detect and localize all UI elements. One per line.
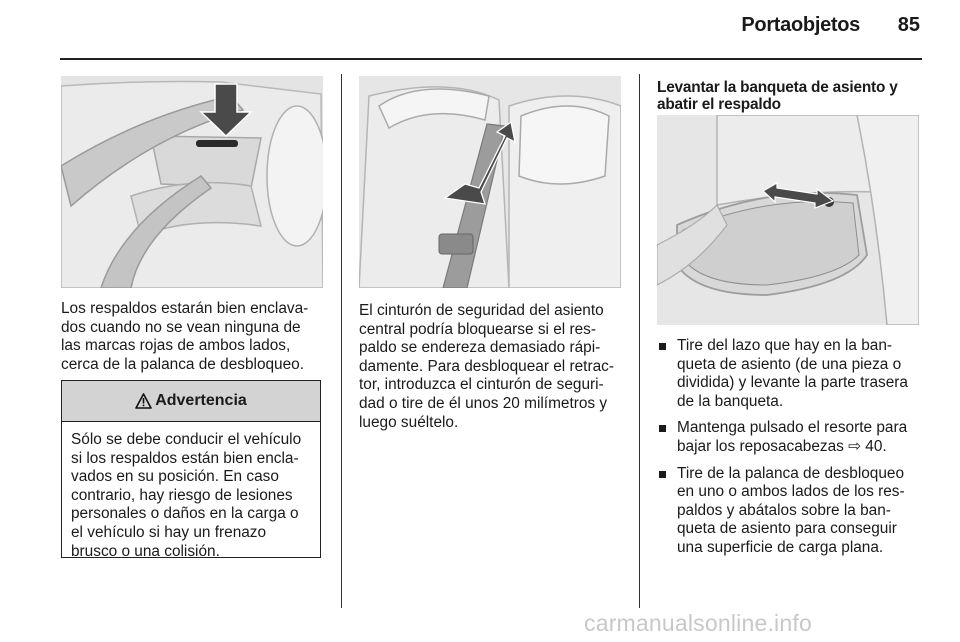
section-heading: Levantar la banqueta de asiento y abatir el respaldo [657, 79, 898, 113]
warning-header [62, 381, 320, 422]
list-item: Tire del lazo que hay en la ban- queta de asiento (de una pieza o dividida) y levante la parte trasera de la banqueta. [657, 337, 908, 411]
instruction-list [657, 337, 908, 566]
page-title: Portaobjetos [741, 14, 860, 36]
center-seatbelt-figure [359, 76, 621, 288]
bullet-icon [659, 343, 666, 350]
bullet-icon [659, 425, 666, 432]
column-divider [341, 74, 342, 608]
warning-text: Sólo se debe conducir el vehículo si los respaldos están bien encla- vados en su posición. En caso contrario, hay riesgo de lesiones personales o daños en la carga o el vehículo si hay un frenazo brusco o una colisión. [71, 431, 302, 560]
column-divider [639, 74, 640, 608]
left-body-text: Los respaldos estarán bien enclava- dos cuando no se vean ninguna de las marcas rojas de ambos lados, cerca de la palanca de desbloqueo. [61, 300, 309, 373]
header-rule [60, 58, 922, 60]
watermark: carmanualsonline.info [584, 610, 812, 636]
warning-box [61, 380, 321, 558]
warning-triangle-icon [135, 393, 152, 409]
seat-cushion-figure [657, 115, 919, 325]
middle-body-text: El cinturón de seguridad del asiento central podría bloquearse si el res- paldo se endereza demasiado rápi- damente. Para desbloquear el retrac- tor, introduzca el cinturón de seguri- dad o tire de él unos 20 milímetros y luego suéltelo. [359, 302, 614, 431]
warning-title: Advertencia [155, 392, 247, 409]
list-item: Tire de la palanca de desbloqueo en uno o ambos lados de los res- paldos y abátalos sobre la ban- queta de asiento para conseguir una superficie de carga plana. [657, 465, 908, 558]
page-number: 85 [897, 14, 920, 36]
bullet-icon [659, 471, 666, 478]
list-item: Mantenga pulsado el resorte para bajar los reposacabezas ⇨ 40. [657, 419, 908, 456]
backrest-release-figure [61, 76, 323, 288]
